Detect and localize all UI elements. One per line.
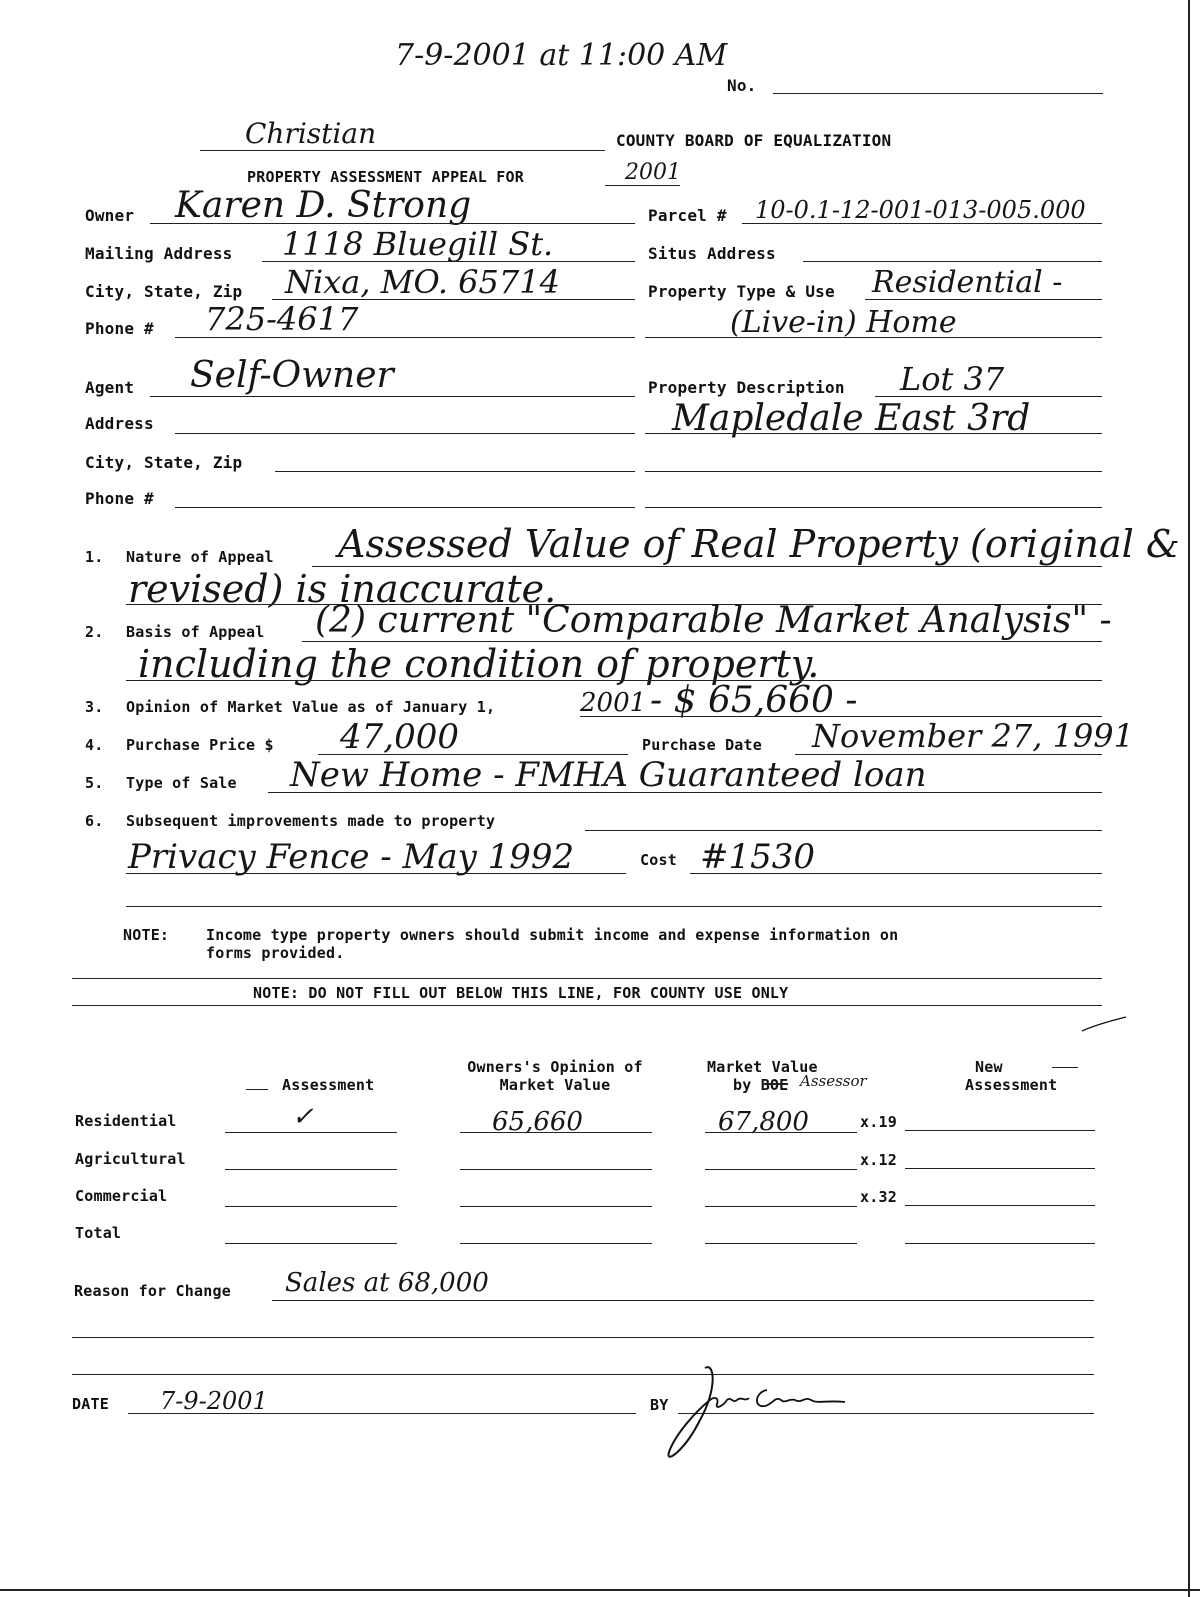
item4-number: 4. (85, 736, 104, 754)
item6-label: Subsequent improvements made to property (126, 812, 496, 830)
owner-phone-line (175, 337, 635, 338)
row-label-agricultural: Agricultural (75, 1150, 186, 1168)
new-assessment-header-2: Assessment (965, 1076, 1058, 1094)
item4-value: 47,000 (340, 717, 459, 757)
county-line (200, 150, 605, 151)
agent-phone-line (175, 507, 635, 508)
date-label: DATE (72, 1395, 109, 1413)
owner-line (150, 223, 635, 224)
assessment-column-header: Assessment (282, 1076, 375, 1094)
county-divider-bottom (72, 1005, 1102, 1006)
residential-assessment-line (225, 1132, 397, 1133)
item3-value: - $ 65,660 - (650, 680, 858, 721)
owner-phone-label: Phone # (85, 319, 154, 338)
residential-assessment-check: ✓ (292, 1102, 314, 1132)
county-name-handwritten: Christian (245, 117, 377, 150)
no-line (773, 93, 1103, 94)
mailing-address-value: 1118 Bluegill St. (282, 225, 554, 263)
market-value-header-1: Market Value (707, 1058, 818, 1076)
no-label: No. (727, 76, 757, 95)
owners-opinion-header-2: Market Value (499, 1076, 611, 1094)
mailing-address-label: Mailing Address (85, 244, 233, 263)
commercial-new-assessment-line (905, 1205, 1095, 1206)
note-text-2: forms provided. (206, 944, 345, 962)
property-description-label: Property Description (648, 378, 845, 397)
item2-value-2: including the condition of property. (138, 642, 820, 686)
item3-number: 3. (85, 698, 104, 716)
new-assessment-header-blank (1052, 1067, 1078, 1068)
agent-address-label: Address (85, 414, 154, 433)
item5-number: 5. (85, 774, 104, 792)
situs-address-line (803, 261, 1102, 262)
item6-value: Privacy Fence - May 1992 (128, 837, 575, 877)
total-assessment-line (225, 1243, 397, 1244)
page-edge-right (1188, 0, 1190, 1597)
parcel-value: 10-0.1-12-001-013-005.000 (755, 196, 1086, 224)
assessment-header-blank (246, 1089, 268, 1090)
by-label: BY (650, 1396, 669, 1414)
owner-label: Owner (85, 206, 135, 225)
situs-address-label: Situs Address (648, 244, 776, 263)
agent-extra-line-2 (645, 507, 1102, 508)
parcel-label: Parcel # (648, 206, 727, 225)
row-label-total: Total (75, 1224, 122, 1242)
boe-strike (762, 1083, 788, 1085)
reason-line-1 (272, 1300, 1094, 1301)
item2-line-2 (126, 680, 1102, 681)
agent-city-state-zip-label: City, State, Zip (85, 453, 243, 472)
note-label: NOTE: (123, 926, 170, 944)
total-new-assessment-line (905, 1243, 1095, 1244)
reason-for-change-value: Sales at 68,000 (285, 1268, 489, 1298)
commercial-rate: x.32 (860, 1188, 897, 1206)
parcel-line (742, 223, 1102, 224)
market-value-header-handwritten: Assessor (800, 1072, 867, 1090)
county-divider-top (72, 978, 1102, 979)
page-edge-bottom (0, 1589, 1200, 1591)
agent-label: Agent (85, 378, 135, 397)
commercial-assessment-line (225, 1206, 397, 1207)
item4-label: Purchase Price $ (126, 736, 274, 754)
pen-stroke-mark (1080, 1015, 1130, 1035)
owner-city-state-zip-label: City, State, Zip (85, 282, 243, 301)
agricultural-rate: x.12 (860, 1151, 897, 1169)
appeal-year-handwritten: 2001 (625, 160, 681, 185)
agricultural-new-assessment-line (905, 1168, 1095, 1169)
residential-owners-opinion-line (460, 1132, 652, 1133)
row-label-residential: Residential (75, 1112, 177, 1130)
item6-line-2 (126, 873, 626, 874)
item3-label: Opinion of Market Value as of January 1, (126, 698, 496, 716)
property-description-value-2: Mapledale East 3rd (672, 398, 1031, 439)
agricultural-owners-opinion-line (460, 1169, 652, 1170)
mailing-address-line (262, 261, 635, 262)
purchase-date-value: November 27, 1991 (812, 717, 1135, 755)
type-use-line-1 (865, 299, 1102, 300)
type-use-value-2: (Live-in) Home (730, 305, 957, 340)
appeal-year-line (605, 185, 680, 186)
agricultural-assessment-line (225, 1169, 397, 1170)
agent-address-line (175, 433, 635, 434)
item1-value-1: Assessed Value of Real Property (original & (338, 522, 1180, 566)
residential-owners-opinion: 65,660 (492, 1107, 583, 1137)
owners-opinion-header-1: Owners's Opinion of (467, 1058, 643, 1076)
item6-line-1 (585, 830, 1102, 831)
owner-city-state-zip-value: Nixa, MO. 65714 (285, 263, 560, 301)
property-description-line-1 (875, 396, 1102, 397)
item1-label: Nature of Appeal (126, 548, 274, 566)
item6-line-3 (126, 906, 1102, 907)
signature-image (655, 1360, 875, 1470)
reason-line-3 (72, 1374, 1094, 1375)
item2-value-1: (2) current "Comparable Market Analysis" - (315, 600, 1112, 641)
reason-for-change-label: Reason for Change (74, 1282, 231, 1300)
date-line (128, 1413, 636, 1414)
property-description-line-2 (645, 433, 1102, 434)
item3-year-handwritten: 2001 (580, 688, 647, 718)
county-board-label: COUNTY BOARD OF EQUALIZATION (616, 131, 892, 150)
residential-market-value-line (705, 1132, 857, 1133)
received-stamp-handwritten: 7-9-2001 at 11:00 AM (395, 38, 728, 73)
agent-city-state-zip-line (275, 471, 635, 472)
owner-value: Karen D. Strong (175, 185, 472, 226)
row-label-commercial: Commercial (75, 1187, 168, 1205)
type-use-label: Property Type & Use (648, 282, 835, 301)
property-description-value-1: Lot 37 (900, 360, 1005, 398)
date-value: 7-9-2001 (160, 1387, 268, 1415)
agent-line (150, 396, 635, 397)
note-text-1: Income type property owners should submit income and expense information on (206, 926, 899, 944)
agent-phone-label: Phone # (85, 489, 154, 508)
commercial-owners-opinion-line (460, 1206, 652, 1207)
agent-value: Self-Owner (190, 355, 394, 396)
agent-extra-line-1 (645, 471, 1102, 472)
item1-number: 1. (85, 548, 104, 566)
type-use-line-2 (645, 337, 1102, 338)
residential-market-value: 67,800 (718, 1107, 809, 1137)
total-owners-opinion-line (460, 1243, 652, 1244)
item1-value-2: revised) is inaccurate. (128, 567, 557, 611)
residential-rate: x.19 (860, 1113, 897, 1131)
new-assessment-header-1: New (975, 1058, 1003, 1076)
agricultural-market-value-line (705, 1169, 857, 1170)
residential-new-assessment-line (905, 1130, 1095, 1131)
item2-label: Basis of Appeal (126, 623, 265, 641)
purchase-date-label: Purchase Date (642, 736, 762, 754)
owner-phone-value: 725-4617 (205, 300, 359, 338)
reason-line-2 (72, 1337, 1094, 1338)
cost-value: #1530 (700, 837, 816, 877)
county-only-note: NOTE: DO NOT FILL OUT BELOW THIS LINE, FOR COUNTY USE ONLY (253, 984, 789, 1002)
total-market-value-line (705, 1243, 857, 1244)
item5-line (268, 792, 1102, 793)
market-value-header-2: by BOE (733, 1076, 789, 1094)
item6-number: 6. (85, 812, 104, 830)
commercial-market-value-line (705, 1206, 857, 1207)
item5-value: New Home - FMHA Guaranteed loan (290, 755, 927, 795)
type-use-value-1: Residential - (872, 265, 1063, 300)
item2-number: 2. (85, 623, 104, 641)
cost-label: Cost (640, 851, 677, 869)
cost-line (690, 873, 1102, 874)
appeal-title-label: PROPERTY ASSESSMENT APPEAL FOR (247, 168, 524, 186)
item5-label: Type of Sale (126, 774, 237, 792)
